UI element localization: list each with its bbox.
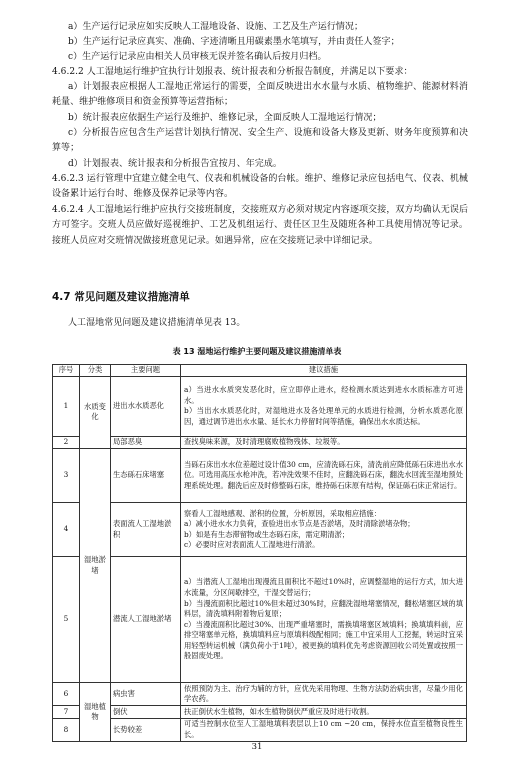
measure-line: 察看人工湿地感观、淤积的位置，分析原因，采取相应措施： bbox=[184, 508, 382, 518]
paragraph-report-b: b）统计报表应依据生产运行及维护、维修记录，全面反映人工湿地运行情况； bbox=[68, 113, 382, 123]
table-row bbox=[53, 706, 467, 719]
section-intro: 人工湿地常见问题及建议措施清单见表 13。 bbox=[68, 318, 246, 328]
header-no: 序号 bbox=[53, 365, 80, 377]
paragraph-4-6-2-4: 4.6.2.4 人工湿地运行维护应执行交接班制度，交接班双方必须对规定内容逐项交接，双方均确认无误后方可签字。交班人员应做好巡视维护、工艺及机组运行、责任区卫生及随班各种工具使用情况等记录。接班人员应对交班情况做接班意见记录。如遇异常，应在交接班记录中详细记录。 bbox=[52, 205, 468, 246]
row-measures: 扶正倒伏水生植物，如水生植物倒伏严重应及时进行收割。 bbox=[181, 706, 467, 719]
row-no: 4 bbox=[53, 503, 80, 557]
row-problem: 病虫害 bbox=[111, 683, 181, 706]
paragraph-report-a: a）计划报表应根据人工湿地正常运行的需要，全面反映进出水水量与水质、植物维护、能源材料消耗量、维护维修项目和资金预算等运营指标； bbox=[52, 82, 468, 108]
row-category: 湿地淤堵 bbox=[80, 449, 111, 683]
paragraph-4-6-2-3: 4.6.2.3 运行管理中宜建立健全电气、仪表和机械设备的台帐。维护、维修记录应包括电气、仪表、机械设备累计运行台时、维修及保养记录等内容。 bbox=[52, 174, 468, 200]
row-measures bbox=[181, 557, 467, 683]
row-no: 8 bbox=[53, 718, 80, 741]
table-row bbox=[53, 718, 467, 741]
row-measures: 查找臭味来源，及时清理腐败植物残体、垃圾等。 bbox=[181, 436, 467, 449]
row-measures: 当砾石床出水水位差超过设计值30 cm，应清洗砾石床，清洗前应降低砾石床进出水水位。可选用高压水枪冲洗，若冲洗效果不佳时，应翻洗砾石床，翻洗水回流至湿地预处理系统处理。翻洗后应及时修整砾石床，维持砾石床原有结构，保证砾石床正常运行。 bbox=[181, 449, 467, 503]
measures-table bbox=[52, 364, 467, 742]
row-problem: 长势较差 bbox=[111, 718, 181, 741]
paragraph-report-c: c）分析报告应包含生产运营计划执行情况、安全生产、设施和设备大修及更新、财务年度预算和决算等； bbox=[52, 128, 468, 154]
table-row bbox=[53, 376, 467, 436]
table-header-row bbox=[53, 365, 467, 377]
row-problem: 进出水水质恶化 bbox=[111, 376, 181, 436]
paragraph-record-b: b）生产运行记录应真实、准确、字迹清晰且用碳素墨水笔填写，并由责任人签字； bbox=[68, 37, 400, 47]
header-category: 分类 bbox=[80, 365, 111, 377]
paragraph-record-a: a）生产运行记录应如实反映人工湿地设备、设施、工艺及生产运行情况； bbox=[68, 22, 364, 32]
section-heading: 4.7 常见问题及建议措施清单 bbox=[52, 291, 190, 303]
measure-line: b）如是有生态滞留物或生态砾石床，需定期清淤； bbox=[184, 529, 350, 539]
measure-line: b）当漫流面积比超过10%但未超过30%时，应翻洗湿地堵塞情况，翻松堵塞区域的填料层，清洗填料附着物后复原； bbox=[184, 598, 463, 619]
row-measures: 依照预防为主、治疗为辅的方针，应优先采用物理、生物方法防治病虫害，尽量少用化学农药。 bbox=[181, 683, 467, 706]
page-number: 31 bbox=[251, 742, 263, 752]
row-measures bbox=[181, 503, 467, 557]
row-no: 1 bbox=[53, 376, 80, 436]
row-problem: 生态砾石床堵塞 bbox=[111, 449, 181, 503]
table-row bbox=[53, 503, 467, 557]
paragraph-report-d: d）计划报表、统计报表和分析报告宜按月、年完成。 bbox=[68, 159, 282, 169]
table-row bbox=[53, 449, 467, 503]
row-no: 2 bbox=[53, 436, 80, 449]
measure-line: c）必要时应对表面流人工湿地进行清淤。 bbox=[184, 540, 320, 550]
row-problem: 倒伏 bbox=[111, 706, 181, 719]
row-category: 水质变化 bbox=[80, 376, 111, 449]
header-measures: 建议措施 bbox=[181, 365, 467, 377]
row-category: 湿地植物 bbox=[80, 683, 111, 742]
table-row bbox=[53, 436, 467, 449]
measure-line: a）减小进水水力负荷，查验进出水节点是否淤堵，及时清除淤堵杂物； bbox=[184, 519, 415, 529]
measure-line: a）当进水水质突发恶化时，应立即停止进水，经检测水质达到进水水质标准方可进水。 bbox=[184, 384, 463, 405]
row-problem: 表面流人工湿地淤积 bbox=[111, 503, 181, 557]
row-no: 5 bbox=[53, 557, 80, 683]
row-problem: 潜流人工湿地淤堵 bbox=[111, 557, 181, 683]
row-no: 7 bbox=[53, 706, 80, 719]
measure-line: b）当出水水质恶化时，对湿地进水及各处理单元的水质进行检测，分析水质恶化原因，通过调节进出水水量、延长水力停留时间等措施，确保出水水质达标。 bbox=[184, 406, 463, 426]
row-measures: 可适当控制水位至人工湿地填料表层以上10 cm ~20 cm，保持水位直至植物良性生长。 bbox=[181, 718, 467, 741]
row-no: 3 bbox=[53, 449, 80, 503]
measure-line: a）当潜流人工湿地出现漫流且面积比不超过10%时，应调整湿地的运行方式，加大进水流量，分区间歇排空，干湿交替运行； bbox=[184, 577, 463, 597]
row-problem: 局部恶臭 bbox=[111, 436, 181, 449]
row-measures bbox=[181, 376, 467, 436]
paragraph-record-c: c）生产运行记录应由相关人员审核无误并签名确认后按月归档。 bbox=[68, 52, 327, 62]
measure-line: c）当漫流面积比超过30%、出现严重堵塞时，需换填堵塞区域填料；换填填料前，应排空堵塞单元格，换填填料应与原填料级配相同；施工中宜采用人工挖掘，转运时宜采用轻型转运机械（满负荷小于1吨），被更换的填料优先考虑资源回收公司处置或按照一般固废处理。 bbox=[184, 619, 463, 661]
paragraph-4-6-2-2: 4.6.2.2 人工湿地运行维护宜执行计划报表、统计报表和分析报告制度，并满足以下要求： bbox=[52, 67, 413, 77]
table-row bbox=[53, 683, 467, 706]
table-caption: 表 13 湿地运行维护主要问题及建议措施清单表 bbox=[172, 347, 342, 356]
row-no: 6 bbox=[53, 683, 80, 706]
header-problem: 主要问题 bbox=[111, 365, 181, 377]
table-row bbox=[53, 557, 467, 683]
